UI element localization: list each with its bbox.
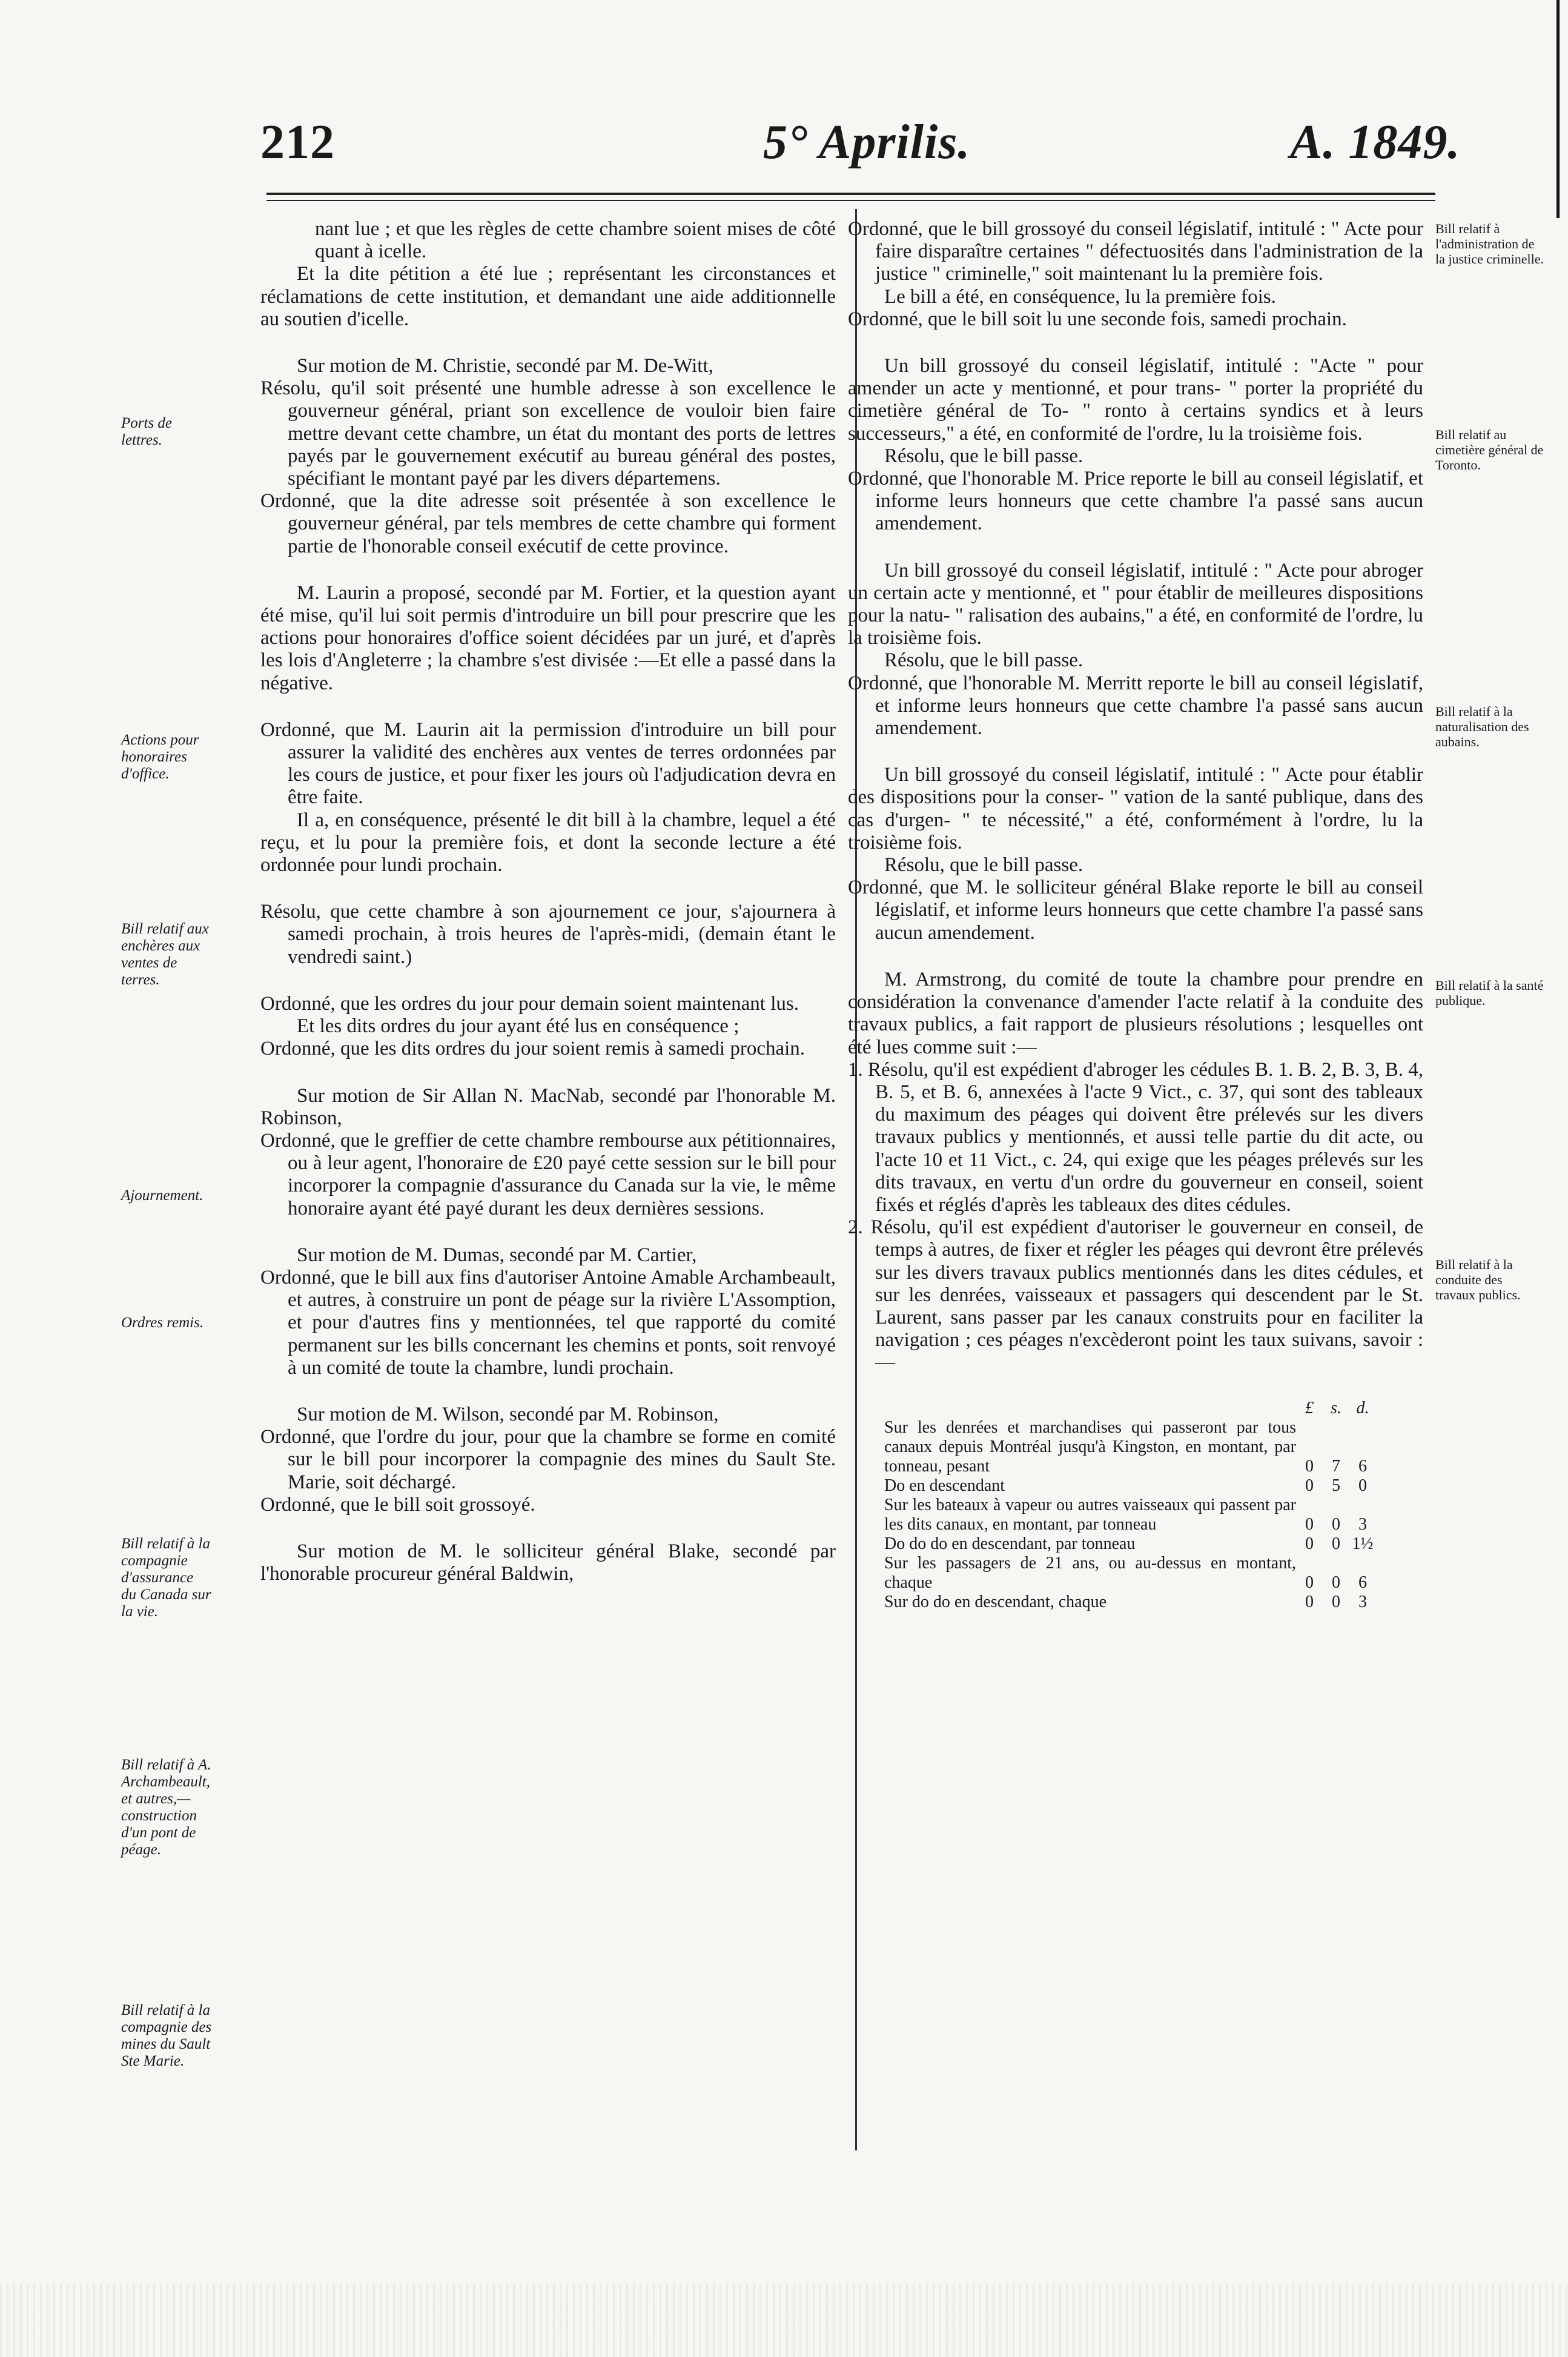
margin-note-right: Bill relatif à la naturalisation des aubains. <box>1435 704 1529 749</box>
toll-row <box>884 1418 1376 1476</box>
toll-pence: 0 <box>1358 1476 1367 1495</box>
page-year <box>1290 115 1460 170</box>
toll-row <box>884 1593 1376 1612</box>
margin-note-right: Bill relatif à l'administration de la justice criminelle. <box>1435 221 1544 267</box>
toll-header-shillings: s. <box>1331 1398 1341 1417</box>
motion-line: Sur motion de M. Dumas, secondé par M. Cartier, <box>297 1244 697 1266</box>
toll-shillings: 0 <box>1332 1514 1340 1534</box>
header-rule-thin <box>266 200 1435 201</box>
order: Ordonné, que le greffier de cette chambre rembourse aux pétitionnaires, ou à leur agent, l'honoraire de £20 payé cette session sur le bill pour incorporer la compagnie d'assurance du Canada sur la vie, le même honoraire ayant été payé durant les deux dernières sessions. <box>260 1129 836 1219</box>
order: Ordonné, que les ordres du jour pour demain soient maintenant lus. <box>260 992 799 1015</box>
resolution: Résolu, que le bill passe. <box>884 445 1083 467</box>
paragraph: Un bill grossoyé du conseil législatif, intitulé : " Acte pour abroger un certain acte y mentionné, et " pour établir de meilleures dispositions pour la natu- " ralisation des aubains," a été, en conformité de l'ordre, lu la troisième fois. <box>848 559 1423 649</box>
motion-line: Sur motion de M. le solliciteur général Blake, secondé par l'honorable procureur général Baldwin, <box>260 1540 836 1585</box>
toll-shillings: 7 <box>1332 1456 1340 1476</box>
scan-noise-strip <box>0 2284 1568 2357</box>
left-column <box>260 218 836 1585</box>
page-date <box>763 115 970 170</box>
toll-pounds: 0 <box>1305 1592 1314 1611</box>
toll-pounds: 0 <box>1305 1534 1314 1553</box>
toll-row <box>884 1496 1376 1534</box>
toll-pounds: 0 <box>1305 1573 1314 1592</box>
paragraph: nant lue ; et que les règles de cette chambre soient mises de côté quant à icelle. <box>315 218 836 263</box>
paragraph: Et la dite pétition a été lue ; représentant les circonstances et réclamations de cette institution, et demandant une aide additionnelle au soutien d'icelle. <box>260 263 836 330</box>
toll-desc: Do do do en descendant, par tonneau <box>884 1534 1136 1553</box>
order: Ordonné, que l'ordre du jour, pour que la chambre se forme en comité sur le bill pour incorporer la compagnie des mines du Sault Ste. Marie, soit déchargé. <box>260 1426 836 1493</box>
toll-shillings: 5 <box>1332 1476 1340 1495</box>
toll-pence: 3 <box>1358 1514 1367 1534</box>
motion-line: Sur motion de M. Christie, secondé par M. De-Witt, <box>297 355 713 377</box>
toll-pounds: 0 <box>1305 1476 1314 1495</box>
resolution-item: 2. Résolu, qu'il est expédient d'autoriser le gouverneur en conseil, de temps à autres, de fixer et régler les péages qui devront être prélevés sur les divers travaux publics mentionnés dans les dites cédules, et sur les denrées, vaisseaux et passagers qui descendent par le St. Laurent, sans passer par les canaux construits pour en faciliter la navigation ; ces péages n'excèderont point les taux suivans, savoir :— <box>848 1216 1423 1374</box>
paragraph: Un bill grossoyé du conseil législatif, intitulé : "Acte " pour amender un acte y mentionné, et pour trans- " porter la propriété du cimetière général de To- " ronto à certains syndics et à leurs successeurs," a été, en conformité de l'ordre, lu la troisième fois. <box>848 355 1423 445</box>
toll-pence: 3 <box>1358 1592 1367 1611</box>
right-column <box>848 218 1423 1612</box>
toll-shillings: 0 <box>1332 1534 1340 1553</box>
resolution: Résolu, que cette chambre à son ajournement ce jour, s'ajournera à samedi prochain, à trois heures de l'après-midi, (demain étant le vendredi saint.) <box>260 901 836 968</box>
toll-shillings: 0 <box>1332 1573 1340 1592</box>
order: Ordonné, que M. Laurin ait la permission d'introduire un bill pour assurer la validité des enchères aux ventes de terres ordonnées par les cours de justice, et pour fixer les jours où l'adjudication devra en être faite. <box>260 718 836 809</box>
margin-note-left: Bill relatif à A. Archambeault, et autres,—construction d'un pont de péage. <box>121 1757 211 1858</box>
toll-shillings: 0 <box>1332 1592 1340 1611</box>
order: Ordonné, que les dits ordres du jour soient remis à samedi prochain. <box>260 1038 806 1060</box>
toll-row <box>884 1554 1376 1593</box>
motion-line: Sur motion de Sir Allan N. MacNab, secondé par l'honorable M. Robinson, <box>260 1084 836 1129</box>
toll-table <box>884 1399 1423 1612</box>
order: Ordonné, que le bill aux fins d'autoriser Antoine Amable Archambeault, et autres, à construire un pont de péage sur la rivière L'Assomption, et pour d'autres fins y mentionnées, tel que rapporté du comité permanent sur les bills concernant les chemins et ponts, soit renvoyé à un comité de toute la chambre, lundi prochain. <box>260 1266 836 1379</box>
paragraph: Le bill a été, en conséquence, lu la première fois. <box>884 285 1276 308</box>
resolution-item: 1. Résolu, qu'il est expédient d'abroger les cédules B. 1. B. 2, B. 3, B. 4, B. 5, et B. 6, annexées à l'acte 9 Vict., c. 37, qui sont des tableaux du maximum des péages qui doivent être prélevés sur les divers travaux publics y mentionnés, et aussi telle partie du dit acte, ou l'acte 10 et 11 Vict., c. 24, qui exige que les péages prélevés sur les dits travaux, en vertu d'un ordre du gouverneur en conseil, soient fixés et réglés d'après les tableaux des dites cédules. <box>848 1058 1423 1216</box>
order: Ordonné, que l'honorable M. Merritt reporte le bill au conseil législatif, et informe leurs honneurs que cette chambre l'a passé sans aucun amendement. <box>848 672 1423 740</box>
toll-header-pence: d. <box>1356 1398 1369 1417</box>
toll-row <box>884 1534 1376 1554</box>
order: Ordonné, que M. le solliciteur général Blake reporte le bill au conseil législatif, et informe leurs honneurs que cette chambre l'a passé sans aucun amendement. <box>848 877 1423 944</box>
toll-pence: 6 <box>1358 1573 1367 1592</box>
toll-desc: Sur les passagers de 21 ans, ou au-dessus en montant, chaque <box>884 1553 1296 1592</box>
margin-note-left: Ajournement. <box>121 1187 203 1204</box>
resolution: Résolu, que le bill passe. <box>884 854 1083 877</box>
margin-note-right: Bill relatif à la santé publique. <box>1435 978 1544 1008</box>
toll-desc: Sur les bateaux à vapeur ou autres vaisseaux qui passent par les dits canaux, en montant, par tonneau <box>884 1495 1296 1534</box>
paragraph: Il a, en conséquence, présenté le dit bill à la chambre, lequel a été reçu, et lu pour la première fois, et dont la seconde lecture a été ordonnée pour lundi prochain. <box>260 809 836 877</box>
paragraph: M. Laurin a proposé, secondé par M. Fortier, et la question ayant été mise, qu'il lui soit permis d'introduire un bill pour prescrire que les actions pour honoraires d'office soient décidées par un juré, et d'après les lois d'Angleterre ; la chambre s'est divisée :—Et elle a passé dans la négative. <box>260 582 836 694</box>
paragraph: Un bill grossoyé du conseil législatif, intitulé : " Acte pour établir des dispositions pour la conser- " vation de la santé publique, dans des cas d'urgen- " te nécessité," a été, conformément à l'ordre, lu la troisième fois. <box>848 764 1423 854</box>
resolution: Résolu, qu'il soit présenté une humble adresse à son excellence le gouverneur général, priant son excellence de vouloir bien faire mettre devant cette chambre, un état du montant des ports de lettres payés par le gouvernement exécutif au bureau général des postes, spécifiant le montant payé par les divers départemens. <box>260 377 836 490</box>
margin-note-left: Ports de lettres. <box>121 415 173 448</box>
page-date-text: 5° Aprilis. <box>763 116 971 169</box>
toll-header-spacer <box>884 1399 1296 1418</box>
page-year-text: A. 1849. <box>1290 116 1461 169</box>
order: Ordonné, que le bill soit grossoyé. <box>260 1493 535 1516</box>
page-edge-rule <box>1556 0 1560 218</box>
page-number: 212 <box>260 116 335 169</box>
margin-note-left: Bill relatif aux enchères aux ventes de terres. <box>121 921 209 988</box>
margin-note-left: Actions pour honoraires d'office. <box>121 732 199 782</box>
margin-note-left: Ordres remis. <box>121 1314 204 1331</box>
toll-header-pounds: £ <box>1305 1398 1314 1417</box>
toll-pounds: 0 <box>1305 1456 1314 1476</box>
paragraph: M. Armstrong, du comité de toute la chambre pour prendre en considération la convenance d'amender l'acte relatif à la conduite des travaux publics, a fait rapport de plusieurs résolutions ; lesquelles ont été lues comme suit :— <box>848 968 1423 1058</box>
paragraph: Et les dits ordres du jour ayant été lus en conséquence ; <box>297 1015 739 1038</box>
header-rule-thick <box>266 193 1435 195</box>
toll-pence: 1½ <box>1352 1534 1374 1553</box>
margin-note-left: Bill relatif à la compagnie d'assurance du Canada sur la vie. <box>121 1536 211 1620</box>
toll-row <box>884 1476 1376 1496</box>
order: Ordonné, que le bill soit lu une seconde fois, samedi prochain. <box>848 308 1347 330</box>
motion-line: Sur motion de M. Wilson, secondé par M. Robinson, <box>297 1403 719 1425</box>
toll-desc: Do en descendant <box>884 1476 1005 1495</box>
toll-desc: Sur les denrées et marchandises qui passeront par tous canaux depuis Montréal jusqu'à Kingston, en montant, par tonneau, pesant <box>884 1417 1296 1476</box>
order: Ordonné, que le bill grossoyé du conseil législatif, intitulé : " Acte pour faire disparaître certaines " défectuosités dans l'administration de la justice " criminelle," soit maintenant lu la première fois. <box>848 218 1423 285</box>
toll-pounds: 0 <box>1305 1514 1314 1534</box>
margin-note-right: Bill relatif au cimetière général de Toronto. <box>1435 427 1544 472</box>
margin-note-left: Bill relatif à la compagnie des mines du Sault Ste Marie. <box>121 2002 212 2069</box>
toll-desc: Sur do do en descendant, chaque <box>884 1592 1107 1611</box>
resolution: Résolu, que le bill passe. <box>884 649 1083 672</box>
toll-pence: 6 <box>1358 1456 1367 1476</box>
margin-note-right: Bill relatif à la conduite des travaux publics. <box>1435 1257 1521 1302</box>
order: Ordonné, que la dite adresse soit présentée à son excellence le gouverneur général, par tels membres de cette chambre qui forment partie de l'honorable conseil exécutif de cette province. <box>260 490 836 557</box>
order: Ordonné, que l'honorable M. Price reporte le bill au conseil législatif, et informe leurs honneurs que cette chambre l'a passé sans aucun amendement. <box>848 468 1423 535</box>
